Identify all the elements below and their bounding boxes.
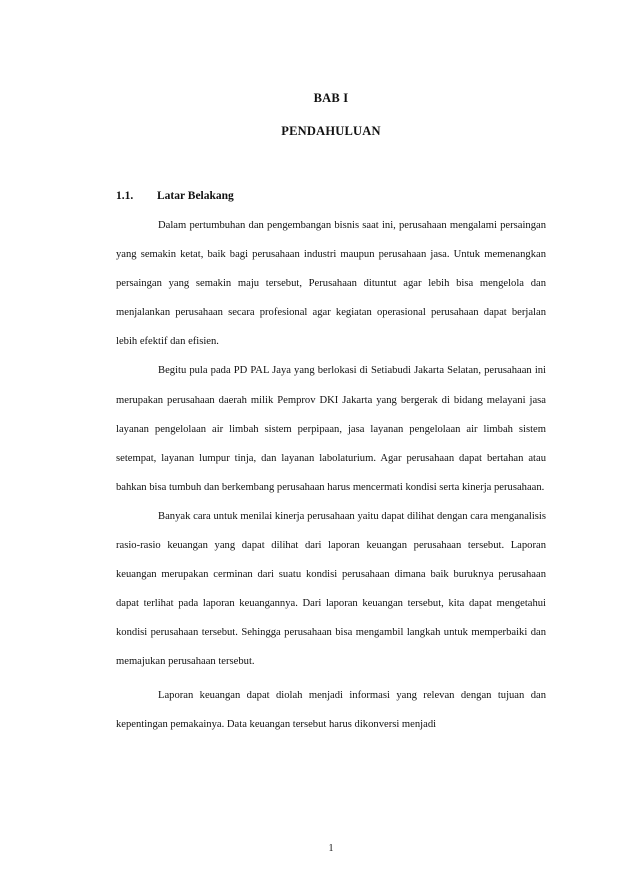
section-number: 1.1. (116, 190, 134, 202)
section-title: Latar Belakang (157, 190, 234, 202)
paragraph: Laporan keuangan dapat diolah menjadi informasi yang relevan dengan tujuan dan kepentingan pemakainya. Data keuangan tersebut harus dikonversi menjadi (116, 689, 546, 730)
paragraph: Dalam pertumbuhan dan pengembangan bisnis saat ini, perusahaan mengalami persaingan yang semakin ketat, baik bagi perusahaan industri maupun perusahaan jasa. Untuk memenangkan persaingan yang semakin maju tersebut, Perusahaan dituntut agar lebih bisa mengelola dan menjalankan perusahaan secara profesional agar kegiatan operasional perusahaan dapat berjalan lebih efektif dan efisien. (116, 220, 546, 348)
paragraph: Banyak cara untuk menilai kinerja perusahaan yaitu dapat dilihat dengan cara menganalisis rasio-rasio keuangan yang dapat dilihat dari laporan keuangan perusahaan tersebut. Laporan keuangan merupakan cerminan dari suatu kondisi perusahaan dimana baik buruknya perusahaan dapat terlihat pada laporan keuangannya. Dari laporan keuangan tersebut, kita dapat mengetahui kondisi perusahaan tersebut. Sehingga perusahaan bisa mengambil langkah untuk memperbaiki dan memajukan perusahaan tersebut. (116, 510, 546, 668)
chapter-title: PENDAHULUAN (281, 124, 381, 138)
chapter-number: BAB I (313, 91, 349, 105)
body-text (116, 211, 546, 739)
paragraph: Begitu pula pada PD PAL Jaya yang berlokasi di Setiabudi Jakarta Selatan, perusahaan ini merupakan perusahaan daerah milik Pemprov DKI Jakarta yang bergerak di bidang melayani jasa layanan pengelolaan air limbah sistem perpipaan, jasa layanan pengelolaan air limbah sistem setempat, layanan lumpur tinja, dan layanan labolaturium. Agar perusahaan dapat bertahan atau bahkan bisa tumbuh dan berkembang perusahaan harus mencermati kondisi serta kinerja perusahaan. (116, 365, 546, 493)
section-heading (116, 190, 234, 202)
page-number: 1 (328, 843, 334, 854)
